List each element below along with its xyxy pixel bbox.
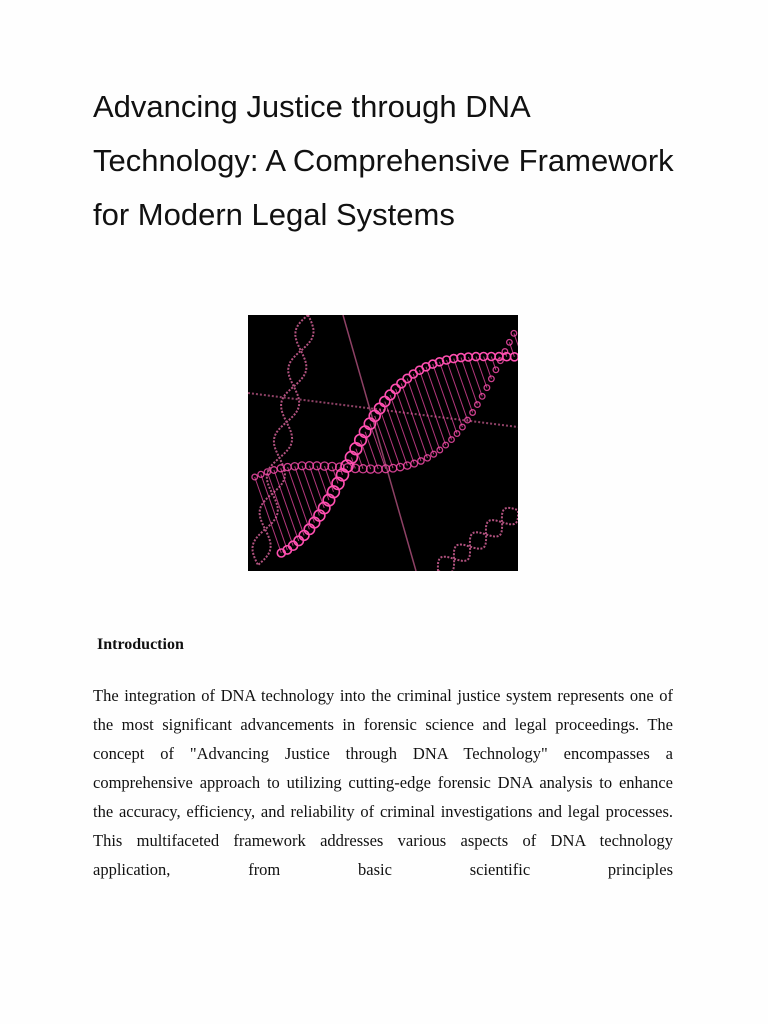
helix-bead	[431, 451, 437, 457]
helix-bead	[397, 379, 406, 388]
helix-bead	[380, 396, 390, 406]
helix-bead	[313, 462, 321, 470]
helix-rung	[413, 374, 440, 450]
helix-rung	[426, 367, 452, 440]
dna-helix-icon	[248, 315, 518, 571]
helix-bead	[484, 385, 490, 391]
helix-bead	[507, 340, 513, 346]
helix-rung	[302, 466, 319, 516]
helix-rung	[461, 358, 477, 405]
page-title: Advancing Justice through DNA Technology: A Comprehensive Framework for Modern Legal Systems	[93, 89, 674, 232]
helix-rung	[370, 424, 386, 469]
helix-rung	[309, 466, 324, 508]
helix-rung	[261, 474, 287, 550]
helix-rung	[347, 466, 348, 468]
dna-helix-image	[248, 315, 518, 571]
helix-bead	[291, 463, 298, 470]
helix-bead	[391, 384, 400, 393]
helix-rung	[407, 379, 434, 455]
helix-bead	[511, 331, 517, 337]
helix-bead	[374, 465, 382, 473]
helix-rung	[390, 395, 414, 464]
helix-rung	[274, 470, 299, 541]
helix-bead	[389, 464, 397, 472]
helix-rung	[401, 383, 427, 458]
body-paragraph: The integration of DNA technology into the criminal justice system represents one of the most significant advancements in forensic science and legal proceedings. The concept of "Advancing Justice through DNA Technology" encompasses a comprehensive approach to utilizing cutting-edge forensic DNA analysis to enhance the accuracy, efficiency, and reliability of criminal investigations and legal processes. This multifaceted framework addresses various aspects of DNA technology application, from basic scientific principles	[93, 686, 673, 879]
helix-bead	[258, 471, 264, 477]
helix-rung	[454, 359, 473, 413]
helix-rung	[420, 370, 446, 445]
helix-bead	[487, 353, 495, 361]
minor-helix-strand	[438, 508, 518, 571]
helix-bead	[294, 536, 303, 545]
helix-rung	[468, 357, 482, 396]
background-strand	[248, 393, 518, 427]
helix-bead	[443, 442, 449, 448]
helix-rung	[396, 389, 421, 461]
minor-helix-strand	[438, 510, 518, 571]
helix-rung	[433, 364, 457, 434]
helix-rung	[281, 468, 304, 535]
helix-rung	[267, 472, 293, 546]
helix-bead	[397, 463, 404, 470]
helix-bead	[411, 460, 418, 467]
section-heading: Introduction	[97, 636, 184, 653]
helix-bead	[252, 474, 258, 480]
